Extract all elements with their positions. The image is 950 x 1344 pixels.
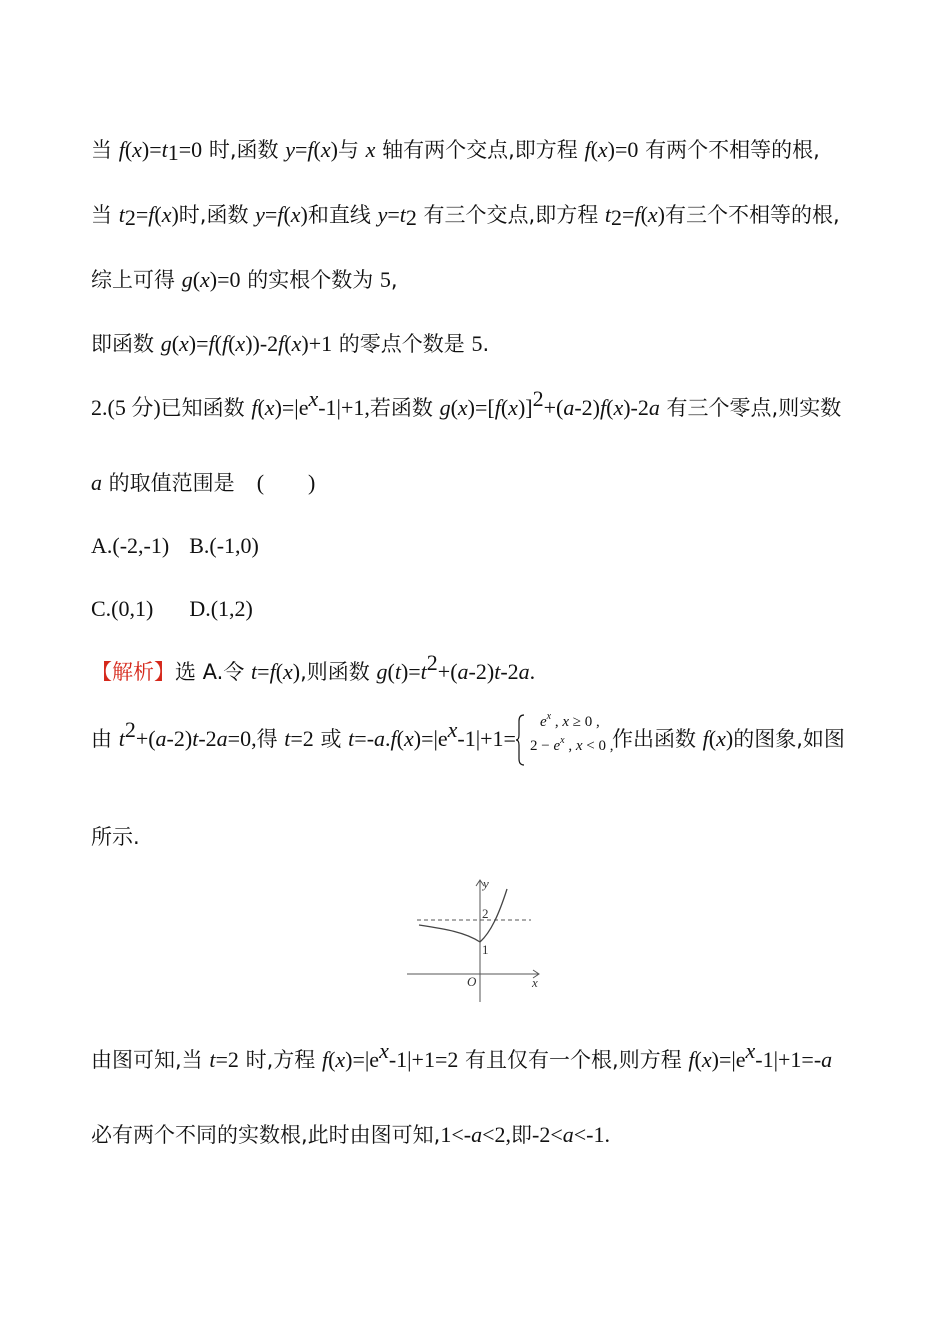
math: -1|+1,: [318, 395, 370, 420]
math: x: [161, 202, 172, 227]
left-brace: [516, 714, 526, 766]
math: f: [634, 202, 641, 227]
text-line-3: [91, 266, 398, 294]
math: -1|+1=2: [388, 1047, 459, 1072]
math: t: [394, 659, 401, 684]
superscript: 2: [426, 650, 438, 675]
math: )=|e: [345, 1047, 380, 1072]
text: 所示.: [91, 825, 140, 849]
math: ): [725, 726, 734, 751]
math: =0,: [227, 726, 257, 751]
math: f: [688, 1047, 695, 1072]
math: f: [702, 726, 709, 751]
question-2-line-2: [91, 469, 315, 497]
math: ))-2: [245, 331, 279, 356]
math: (: [590, 137, 598, 162]
math: (: [500, 395, 509, 420]
math: x: [647, 202, 658, 227]
math: (: [283, 202, 291, 227]
origin-label: O: [467, 974, 477, 989]
math: (: [228, 331, 236, 356]
text: 时,方程: [238, 1048, 322, 1072]
question-2-line-1: [91, 386, 842, 422]
text: 得: [256, 727, 285, 751]
math: y: [285, 137, 295, 162]
math: y: [255, 202, 265, 227]
math: -2: [198, 726, 217, 751]
text: 综上可得: [91, 268, 182, 292]
math: (: [708, 726, 717, 751]
math: a: [471, 1122, 483, 1147]
math: x: [132, 137, 142, 162]
superscript: x: [447, 717, 458, 742]
math: e: [553, 738, 561, 754]
math: x: [701, 1047, 712, 1072]
math: f: [321, 1047, 329, 1072]
math: =-: [354, 726, 375, 751]
math: )=: [141, 137, 162, 162]
question-number: 2.(5 分): [91, 395, 161, 420]
option-a: A.(-2,-1): [91, 533, 170, 558]
math: (: [257, 395, 265, 420]
text: 有三个不相等的根,: [665, 203, 840, 227]
text: 和直线: [307, 203, 378, 227]
x-axis-label: x: [532, 975, 538, 990]
math: ,: [564, 738, 576, 754]
text-line-2: [91, 201, 840, 229]
piecewise-function: [516, 711, 614, 754]
math: (: [396, 726, 404, 751]
text: 若函数: [369, 396, 440, 420]
math: x: [179, 331, 189, 356]
math: f: [208, 331, 215, 356]
math: )-2: [623, 395, 649, 420]
option-d: D.(1,2): [189, 596, 253, 621]
math: (: [640, 202, 648, 227]
math: x: [335, 1047, 346, 1072]
math: )=|e: [274, 395, 309, 420]
math: t: [161, 137, 168, 162]
subscript: 2: [124, 205, 136, 230]
math: =: [622, 202, 635, 227]
option-c: C.(0,1): [91, 596, 154, 621]
math: f: [118, 137, 125, 162]
text: 有两个不相等的根,: [638, 138, 820, 162]
text: 有三个交点,即方程: [416, 203, 605, 227]
math: <-1.: [573, 1122, 610, 1147]
math: a: [518, 659, 530, 684]
math: a: [562, 1122, 574, 1147]
y-axis-label: y: [483, 876, 489, 891]
text: 有三个零点,则实数: [659, 396, 842, 420]
math: x: [291, 331, 302, 356]
math: -2): [574, 395, 600, 420]
math: x: [200, 267, 210, 292]
math: g: [181, 267, 193, 292]
y-tick-label-2: 2: [482, 906, 489, 921]
text: 的取值范围是: [102, 471, 235, 495]
math: (: [171, 331, 180, 356]
math: f: [584, 137, 591, 162]
math: a: [821, 1047, 833, 1072]
math: a: [91, 470, 102, 495]
math: a: [563, 395, 575, 420]
math: x: [613, 395, 624, 420]
math: <2,: [482, 1122, 512, 1147]
superscript: x: [546, 711, 552, 722]
math: (: [387, 659, 395, 684]
piecewise-case-1: [540, 713, 600, 731]
text: 当: [91, 203, 119, 227]
math: < 0 ,: [582, 738, 614, 754]
math: f: [277, 202, 284, 227]
math: a: [374, 726, 386, 751]
math: =: [257, 659, 270, 684]
math: ≥ 0 ,: [569, 714, 600, 730]
math: (: [284, 331, 292, 356]
math: t: [399, 202, 406, 227]
math: )=|e: [413, 726, 448, 751]
math: x: [403, 726, 414, 751]
analysis-line-2: [91, 711, 845, 754]
subscript: 2: [405, 205, 417, 230]
math: t: [251, 659, 258, 684]
text: 必有两个不同的实数根,此时由图可知,: [91, 1123, 441, 1147]
math: +(: [543, 395, 564, 420]
math: .: [385, 726, 391, 751]
math: x: [320, 137, 331, 162]
text: 的实根个数为: [240, 268, 380, 292]
superscript: x: [379, 1038, 389, 1063]
options-row-1: [91, 532, 259, 560]
math: x: [562, 714, 570, 730]
math: x: [457, 395, 468, 420]
text: 的图象,如图: [733, 727, 845, 751]
math: t: [118, 726, 125, 751]
analysis-label: 【解析】: [91, 660, 175, 684]
text: 有且仅有一个根,则方程: [458, 1048, 689, 1072]
math: t: [284, 726, 291, 751]
math: f: [278, 331, 285, 356]
math: t: [604, 202, 612, 227]
math: f: [599, 395, 607, 420]
math: x: [283, 659, 293, 684]
text: 与: [337, 138, 366, 162]
math: ): [300, 202, 308, 227]
math: x: [597, 137, 608, 162]
math: -2): [468, 659, 495, 684]
options-row-2: [91, 595, 253, 623]
math: =: [294, 137, 308, 162]
math: )=[: [467, 395, 495, 420]
math: (: [124, 137, 133, 162]
function-graph: [405, 874, 545, 1006]
text: 作出函数: [611, 727, 703, 751]
math: f: [269, 659, 276, 684]
math: f: [494, 395, 501, 420]
math: ): [171, 202, 179, 227]
math: y: [377, 202, 388, 227]
math: x: [716, 726, 726, 751]
math: )=: [188, 331, 209, 356]
math: -2<: [532, 1122, 563, 1147]
math: t: [420, 659, 427, 684]
math: =2: [215, 1047, 239, 1072]
math: .: [529, 659, 536, 684]
math: a: [216, 726, 228, 751]
math: =: [264, 202, 278, 227]
superscript: x: [745, 1038, 756, 1063]
superscript: 2: [124, 717, 136, 742]
math: =: [135, 202, 149, 227]
answer-blank: ( ): [234, 470, 316, 495]
math: x: [365, 137, 376, 162]
math: x: [508, 395, 518, 420]
text: 即函数: [91, 332, 161, 356]
math: ): [657, 202, 665, 227]
math: a: [648, 395, 660, 420]
math: (: [328, 1047, 336, 1072]
math: +(: [135, 726, 156, 751]
math: t: [494, 659, 501, 684]
text: 时,函数: [178, 203, 256, 227]
math: t: [118, 202, 125, 227]
math: -2: [500, 659, 519, 684]
math: )=: [400, 659, 421, 684]
text: 即: [511, 1123, 533, 1147]
y-tick-label-1: 1: [482, 942, 489, 957]
math: )]: [517, 395, 533, 420]
math: g: [439, 395, 451, 420]
subscript: 2: [611, 205, 623, 230]
math: (: [694, 1047, 702, 1072]
math: t: [209, 1047, 216, 1072]
math: 5: [379, 267, 391, 292]
math: f: [390, 726, 397, 751]
math: (: [450, 395, 458, 420]
curve-left: [419, 925, 480, 942]
math: g: [376, 659, 388, 684]
math: x: [264, 395, 275, 420]
math: (: [606, 395, 614, 420]
text-line-4: [91, 330, 489, 358]
option-b: B.(-1,0): [189, 533, 259, 558]
text: 由: [91, 727, 119, 751]
math: =: [387, 202, 400, 227]
piecewise-case-2: [530, 737, 613, 755]
math: ): [292, 659, 301, 684]
text: 的零点个数是: [332, 332, 472, 356]
math: f: [251, 395, 258, 420]
superscript: x: [308, 386, 319, 411]
text-line-1: [91, 136, 820, 164]
superscript: x: [560, 735, 565, 746]
text: 轴有两个交点,即方程: [375, 138, 585, 162]
math: a: [155, 726, 167, 751]
math: a: [457, 659, 469, 684]
subscript: 1: [167, 140, 179, 165]
math: )=0: [209, 267, 241, 292]
math: =2: [290, 726, 314, 751]
math: -1|+1=-: [755, 1047, 822, 1072]
math: )+1: [301, 331, 333, 356]
math: 5: [471, 331, 483, 356]
text: 当: [91, 138, 119, 162]
analysis-line-5: [91, 1121, 610, 1149]
analysis-line-1: [91, 650, 536, 686]
math: x: [290, 202, 301, 227]
text: 由图可知,当: [91, 1048, 210, 1072]
math: ,: [551, 714, 563, 730]
math: (: [192, 267, 201, 292]
text: .: [482, 332, 490, 356]
math: ): [330, 137, 338, 162]
math: e: [539, 714, 547, 730]
math: 1<-: [440, 1122, 472, 1147]
math: f: [221, 331, 229, 356]
math: 2 −: [529, 738, 554, 754]
math: +(: [437, 659, 458, 684]
superscript: 2: [532, 386, 544, 411]
math: t: [348, 726, 355, 751]
math: x: [575, 738, 583, 754]
math: (: [214, 331, 222, 356]
math: (: [313, 137, 321, 162]
text: 已知函数: [160, 396, 252, 420]
text: ,: [390, 268, 398, 292]
math: g: [160, 331, 172, 356]
text: 选 A.令: [175, 660, 252, 684]
math: (: [154, 202, 162, 227]
text: 或: [313, 727, 349, 751]
math: -2): [166, 726, 193, 751]
math: f: [307, 137, 314, 162]
analysis-line-3: [91, 823, 140, 851]
text: 时,函数: [202, 138, 286, 162]
math: =0: [178, 137, 203, 162]
math: f: [148, 202, 155, 227]
math: t: [192, 726, 199, 751]
math: -1|+1=: [457, 726, 516, 751]
text: ,则函数: [300, 660, 377, 684]
math: )=|e: [711, 1047, 746, 1072]
math: (: [275, 659, 284, 684]
math: )=0: [607, 137, 639, 162]
math: x: [235, 331, 246, 356]
analysis-line-4: [91, 1038, 833, 1074]
